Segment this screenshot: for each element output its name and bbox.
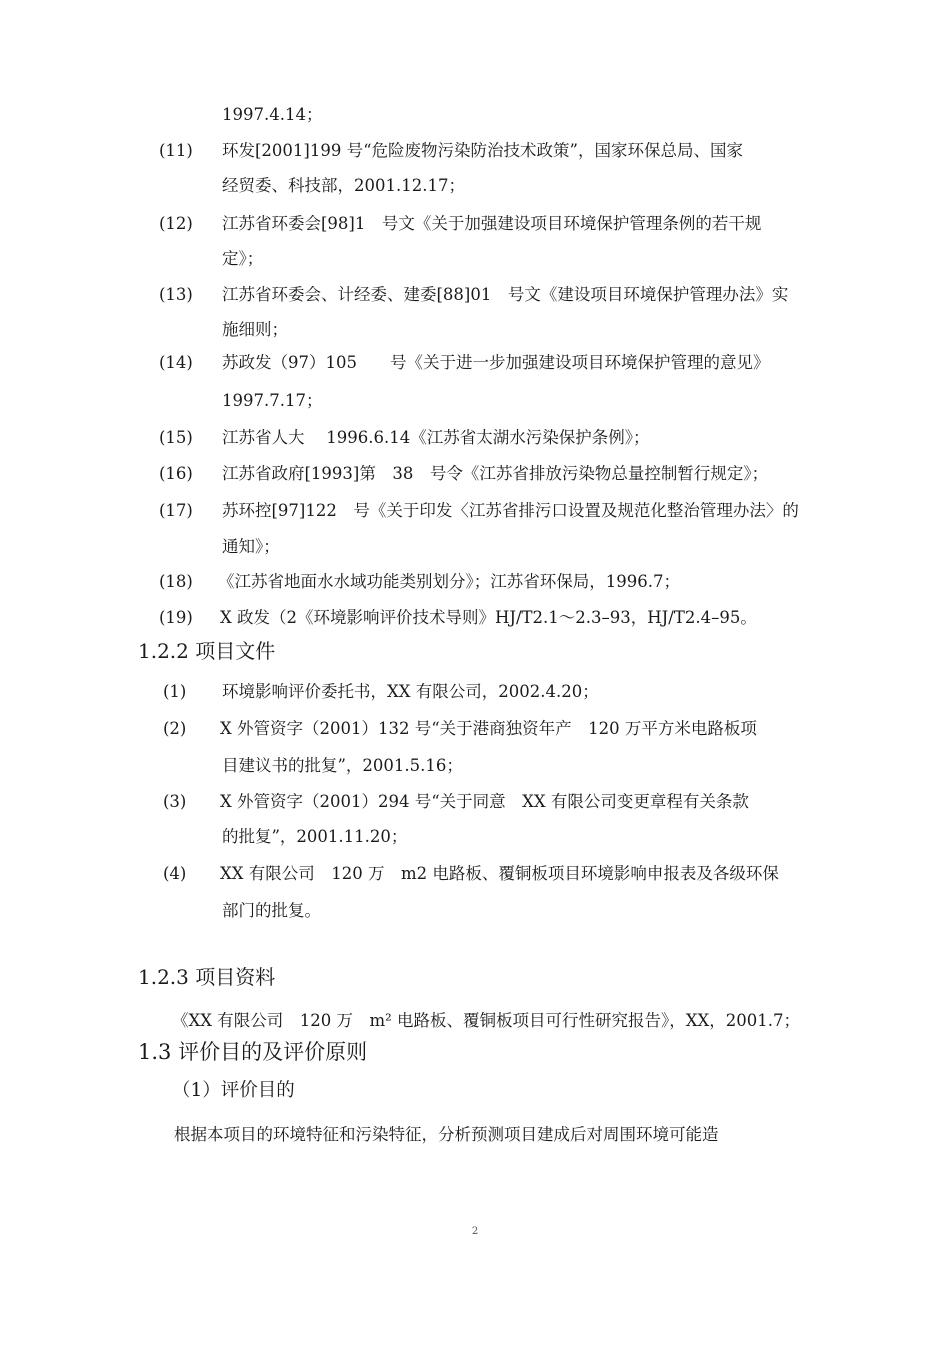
section-1-3-subtitle: （1）评价目的 xyxy=(172,1080,295,1101)
reg-19-number: (19) xyxy=(159,608,193,627)
doc-3-text-cont: 的批复”，2001.11.20； xyxy=(222,827,408,846)
reg-11-text-cont: 经贸委、科技部，2001.12.17； xyxy=(222,176,465,195)
reg-10-continuation: 1997.4.14； xyxy=(222,105,323,124)
reg-18-text: 《江苏省地面水水域功能类别划分》；江苏省环保局，1996.7； xyxy=(218,572,680,591)
doc-3-number: (3) xyxy=(163,792,187,811)
doc-4-text-cont: 部门的批复。 xyxy=(222,901,321,920)
reg-16-text: 江苏省政府[1993]第 38 号令《江苏省排放污染物总量控制暂行规定》； xyxy=(222,464,769,483)
reg-19-text: X 政发（2《环境影响评价技术导则》HJ/T2.1～2.3–93，HJ/T2.4–95。 xyxy=(220,608,757,627)
reg-13-number: (13) xyxy=(159,285,193,304)
section-1-2-3-text: 《XX 有限公司 120 万 m² 电路板、覆铜板项目可行性研究报告》，XX，2001.7； xyxy=(172,1011,800,1030)
reg-17-text-cont: 通知》； xyxy=(222,537,280,556)
doc-1-number: (1) xyxy=(163,682,187,701)
reg-17-number: (17) xyxy=(159,501,193,520)
doc-4-text: XX 有限公司 120 万 m2 电路板、覆铜板项目环境影响申报表及各级环保 xyxy=(220,864,779,883)
reg-17-text: 苏环控[97]122 号《关于印发〈江苏省排污口设置及规范化整治管理办法〉的 xyxy=(222,501,799,520)
page-number: 2 xyxy=(471,1226,479,1237)
doc-4-number: (4) xyxy=(163,864,187,883)
reg-11-number: (11) xyxy=(159,141,193,160)
doc-2-text: X 外管资字（2001）132 号“关于港商独资年产 120 万平方米电路板项 xyxy=(220,719,757,738)
reg-15-text: 江苏省人大 1996.6.14《江苏省太湖水污染保护条例》； xyxy=(222,428,650,447)
reg-12-text: 江苏省环委会[98]1 号文《关于加强建设项目环境保护管理条例的若干规 xyxy=(222,214,762,233)
doc-1-text: 环境影响评价委托书，XX 有限公司，2002.4.20； xyxy=(222,682,599,701)
reg-14-text: 苏政发（97）105 号《关于进一步加强建设项目环境保护管理的意见》 xyxy=(222,353,770,372)
reg-14-text-cont: 1997.7.17； xyxy=(222,391,323,410)
section-1-2-3-heading: 1.2.3 项目资料 xyxy=(138,965,276,989)
section-1-2-2-heading: 1.2.2 项目文件 xyxy=(138,639,276,663)
doc-2-number: (2) xyxy=(163,719,187,738)
reg-16-number: (16) xyxy=(159,464,193,483)
reg-13-text: 江苏省环委会、计经委、建委[88]01 号文《建设项目环境保护管理办法》实 xyxy=(222,285,789,304)
doc-2-text-cont: 目建议书的批复”，2001.5.16； xyxy=(222,756,463,775)
reg-15-number: (15) xyxy=(159,428,193,447)
reg-14-number: (14) xyxy=(159,353,193,372)
reg-11-text: 环发[2001]199 号“危险废物污染防治技术政策”，国家环保总局、国家 xyxy=(222,141,743,160)
reg-12-number: (12) xyxy=(159,214,193,233)
section-1-3-heading: 1.3 评价目的及评价原则 xyxy=(138,1040,368,1064)
reg-13-text-cont: 施细则； xyxy=(222,320,288,339)
reg-12-text-cont: 定》； xyxy=(222,249,264,268)
section-1-3-paragraph: 根据本项目的环境特征和污染特征，分析预测项目建成后对周围环境可能造 xyxy=(174,1125,719,1144)
doc-3-text: X 外管资字（2001）294 号“关于同意 XX 有限公司变更章程有关条款 xyxy=(220,792,749,811)
reg-18-number: (18) xyxy=(159,572,193,591)
